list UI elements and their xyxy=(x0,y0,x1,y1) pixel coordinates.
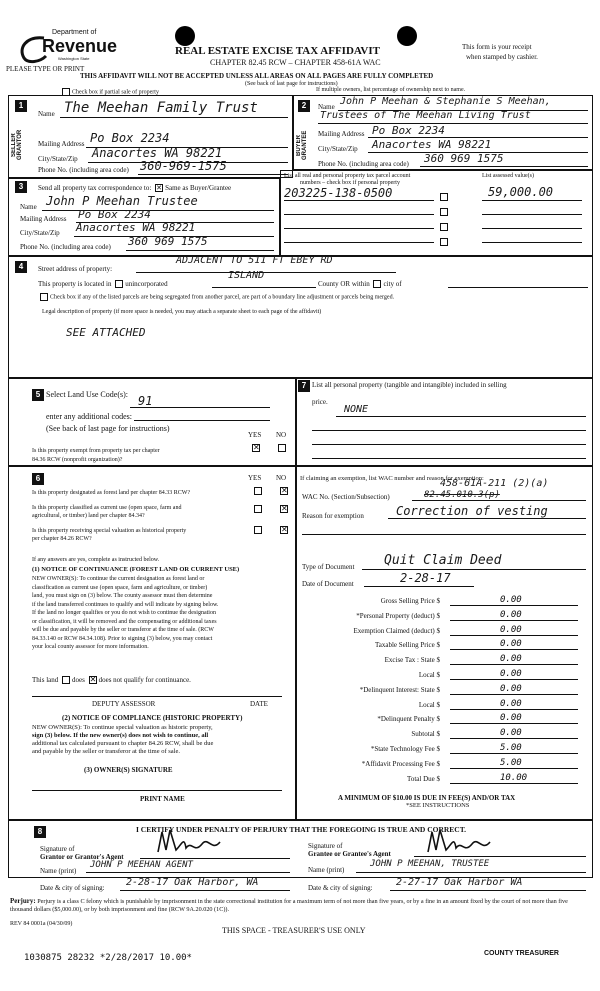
fee-label: Exemption Claimed (deduct) $ xyxy=(353,626,440,635)
perjury-label: Perjury: xyxy=(10,897,36,905)
reason-label: Reason for exemption xyxy=(302,512,364,520)
personal-property-checkbox[interactable] xyxy=(440,238,448,246)
deputy-assessor-label: DEPUTY ASSESSOR xyxy=(92,700,156,708)
forest-no-header: NO xyxy=(276,474,287,482)
fee-line xyxy=(450,620,578,621)
street-section xyxy=(8,256,593,378)
seller-phone-field[interactable]: 360-969-1575 xyxy=(140,159,227,173)
seller-phone-label: Phone No. (including area code) xyxy=(38,166,129,174)
grantor-name-label: Name (print) xyxy=(40,867,77,875)
section-7-number: 7 xyxy=(298,380,310,392)
fee-row xyxy=(300,684,590,696)
minimum-note: A MINIMUM OF $10.00 IS DUE IN FEE(S) AND/OR TAX xyxy=(338,794,516,802)
forest-q3-yes-checkbox[interactable] xyxy=(254,526,262,534)
fee-value-field[interactable]: 0.00 xyxy=(500,595,522,605)
buyer-phone-label: Phone No. (including area code) xyxy=(318,160,409,168)
fee-value-field[interactable]: 5.00 xyxy=(500,743,522,753)
corr-name-label: Name xyxy=(20,203,37,211)
continuance-line: or classification, it will be removed and the compensating or additional taxes xyxy=(32,618,217,625)
fee-row xyxy=(300,669,590,681)
continuance-line: 84.33.140 or RCW 84.34.108). Prior to signing (3) below, you may contact xyxy=(32,635,213,642)
fee-row xyxy=(300,625,590,637)
treasurer-stamp: 1030875 28232 *2/28/2017 10.00* xyxy=(24,953,192,963)
grantor-date-label: Date & city of signing: xyxy=(40,884,105,892)
punch-hole-right xyxy=(397,26,417,46)
fee-line xyxy=(450,664,578,665)
personal-property-label-2: price. xyxy=(312,398,328,406)
grantor-name-field[interactable]: JOHN P MEEHAN AGENT xyxy=(90,860,193,870)
fee-label: *Delinquent Penalty $ xyxy=(377,715,440,724)
compliance-line: additional tax calculated pursuant to chapter 84.26 RCW, shall be due xyxy=(32,740,214,747)
qualify-label: qualify for continuance. xyxy=(123,676,191,684)
grantee-name-label: Name (print) xyxy=(308,866,345,874)
wac-field[interactable]: 458-61A-211 (2)(a) xyxy=(440,478,549,489)
fee-label: Excise Tax : State $ xyxy=(384,656,440,665)
compliance-text xyxy=(32,724,213,756)
fee-value-field[interactable]: 0.00 xyxy=(500,654,522,665)
assessed-value-field[interactable]: 59,000.00 xyxy=(488,185,554,199)
seller-mailing-field[interactable]: Po Box 2234 xyxy=(90,131,170,145)
continuance-line: if the land transferred continues to qualify and will indicate by signing below. xyxy=(32,601,219,608)
grantor-sig-label-1: Signature of xyxy=(40,845,75,853)
please-type: PLEASE TYPE OR PRINT xyxy=(6,65,85,73)
located-row xyxy=(38,280,168,288)
does-label: does xyxy=(72,676,85,684)
fee-line xyxy=(450,649,578,650)
corr-mailing-label: Mailing Address xyxy=(20,215,67,223)
fee-value-field[interactable]: 0.00 xyxy=(500,624,522,635)
treasurer-use: THIS SPACE - TREASURER'S USE ONLY xyxy=(222,926,366,935)
section-8-number: 8 xyxy=(34,826,46,838)
punch-hole-left xyxy=(175,26,195,46)
legal-description-label: Legal description of property (if more space is needed, you may attach a separate sheet to each page of the affidavit) xyxy=(42,309,322,315)
fee-line xyxy=(450,723,578,724)
fee-row xyxy=(300,595,590,607)
forest-q1-yes-checkbox[interactable] xyxy=(254,487,262,495)
doc-type-label: Type of Document xyxy=(302,563,355,571)
grantee-name-field[interactable]: JOHN P MEEHAN, TRUSTEE xyxy=(370,859,490,869)
owner-signature-label: (3) OWNER(S) SIGNATURE xyxy=(84,766,173,774)
exemption-claim-label: If claiming an exemption, list WAC number and reason for exemption: xyxy=(300,475,484,482)
forest-q2b: agricultural, or timber) land per chapter 84.34? xyxy=(32,513,145,519)
buyer-city-field[interactable]: Anacortes WA 98221 xyxy=(372,138,492,151)
reason-field[interactable]: Correction of vesting xyxy=(396,504,548,518)
fee-value-field[interactable]: 0.00 xyxy=(500,698,522,709)
exempt-question-2: 84.36 RCW (nonprofit organization)? xyxy=(32,457,123,463)
continuance-line: NEW OWNER(S): To continue the current designation as forest land or xyxy=(32,576,205,582)
parcel-header-2: numbers – check box if personal property xyxy=(300,180,400,186)
corr-city-label: City/State/Zip xyxy=(20,229,60,237)
fee-line xyxy=(450,635,578,636)
fee-line xyxy=(450,679,578,680)
fee-label: *Personal Property (deduct) $ xyxy=(356,611,440,620)
section-6-number: 6 xyxy=(32,473,44,485)
same-as-buyer-checkbox[interactable]: ✕ xyxy=(156,184,163,193)
compliance-line: NEW OWNER(S): To continue special valuation as historic property, xyxy=(32,724,213,731)
grantee-sig-label-2: Grantee or Grantee's Agent xyxy=(308,850,391,858)
personal-property-section xyxy=(296,378,593,466)
county-treasurer-label: COUNTY TREASURER xyxy=(484,950,559,957)
personal-property-field[interactable]: NONE xyxy=(344,404,369,415)
send-correspondence-label: Send all property tax correspondence to: xyxy=(38,184,152,192)
buyer-name-field-2[interactable]: Trustees of The Meehan Living Trust xyxy=(320,110,531,121)
does-not-label: does not xyxy=(98,676,123,684)
forest-q2-yes-checkbox[interactable] xyxy=(254,505,262,513)
form-chapter: CHAPTER 82.45 RCW – CHAPTER 458-61A WAC xyxy=(210,58,381,67)
fee-row xyxy=(300,758,590,770)
county-field[interactable]: ISLAND xyxy=(228,270,265,281)
segregated-label: Check box if any of the listed parcels are being segregated from another parcel, are part of a boundary line adjustment or parcels being merged. xyxy=(50,294,395,301)
fee-label: Taxable Selling Price $ xyxy=(374,641,440,650)
fee-line xyxy=(450,753,578,754)
grantor-signature-icon xyxy=(148,826,238,856)
seller-side-label: SELLER GRANTOR xyxy=(11,129,23,161)
fee-line xyxy=(450,783,578,784)
fee-line xyxy=(450,768,578,769)
street-address-field[interactable]: ADJACENT TO 511 FT EBEY RD xyxy=(176,255,333,266)
fee-row xyxy=(300,699,590,711)
legal-description-field[interactable]: SEE ATTACHED xyxy=(66,326,146,339)
logo-state: Washington State xyxy=(58,56,90,61)
fee-value-field[interactable]: 0.00 xyxy=(500,728,522,739)
fee-label: Local $ xyxy=(418,700,440,709)
buyer-mailing-label: Mailing Address xyxy=(318,130,365,138)
fee-row xyxy=(300,713,590,725)
buyer-side-label: BUYER GRANTEE xyxy=(296,130,308,160)
corr-name-field[interactable]: John P Meehan Trustee xyxy=(46,194,198,208)
logo-name: Revenue xyxy=(42,36,118,56)
land-use-yes-header: YES xyxy=(248,431,262,439)
street-label: Street address of property: xyxy=(38,265,113,273)
assessor-date-label: DATE xyxy=(250,700,268,708)
seller-city-label: City/State/Zip xyxy=(38,155,78,163)
personal-property-checkbox[interactable] xyxy=(440,193,448,201)
section-5-number: 5 xyxy=(32,389,44,401)
section-2-number: 2 xyxy=(298,100,310,112)
fee-value-field[interactable]: 0.00 xyxy=(500,683,522,694)
stamp-note-1: This form is your receipt xyxy=(462,43,532,51)
corr-city-field[interactable]: Anacortes WA 98221 xyxy=(76,221,196,234)
grantor-sig-label-2: Grantor or Grantor's Agent xyxy=(40,853,124,861)
fee-value-field[interactable]: 0.00 xyxy=(500,669,522,679)
corr-phone-field[interactable]: 360 969 1575 xyxy=(128,235,208,248)
wac-label: WAC No. (Section/Subsection) xyxy=(302,493,390,501)
continuance-title: (1) NOTICE OF CONTINUANCE (FOREST LAND OR CURRENT USE) xyxy=(32,566,240,573)
fee-line xyxy=(450,738,578,739)
continuance-line: If the land no longer qualifies or you do not wish to continue the designation xyxy=(32,610,216,616)
buyer-phone-field[interactable]: 360 969 1575 xyxy=(424,152,504,165)
fee-line xyxy=(450,605,578,606)
parcel-header-1: List all real and personal property tax parcel account xyxy=(284,173,411,179)
qualify-row xyxy=(32,676,191,684)
fee-value-field[interactable]: 5.00 xyxy=(500,757,522,768)
doc-date-label: Date of Document xyxy=(302,580,354,588)
form-warning: THIS AFFIDAVIT WILL NOT BE ACCEPTED UNLESS ALL AREAS ON ALL PAGES ARE FULLY COMPLETED xyxy=(80,72,434,80)
seller-name-label: Name xyxy=(38,110,55,118)
logo-dept: Department of xyxy=(52,29,97,36)
land-use-see-back: (See back of last page for instructions) xyxy=(46,424,170,433)
grantee-signature-icon xyxy=(418,826,508,856)
within-city-checkbox[interactable] xyxy=(373,280,381,288)
stamp-note-2: when stamped by cashier. xyxy=(466,53,538,61)
forest-q3b: per chapter 84.26 RCW? xyxy=(32,536,92,542)
section-3-number: 3 xyxy=(15,181,27,193)
print-name-label: PRINT NAME xyxy=(140,795,185,803)
seller-name-field[interactable]: The Meehan Family Trust xyxy=(64,100,258,116)
fee-label: Subtotal $ xyxy=(411,730,440,739)
wac-struck-field: 82.45.010.3(p) xyxy=(424,490,500,500)
seller-mailing-label: Mailing Address xyxy=(38,140,85,148)
continuance-line: your local county assessor for more information. xyxy=(32,644,149,650)
land-use-label: Select Land Use Code(s): xyxy=(46,390,128,399)
fee-value-field[interactable]: 10.00 xyxy=(500,772,528,783)
continuance-text xyxy=(32,575,292,652)
fee-row xyxy=(300,639,590,651)
continuance-line: will be due and payable by the seller or transferor at the time of sale. (RCW xyxy=(32,627,214,633)
section-1-number: 1 xyxy=(15,100,27,112)
does-not-qualify-checkbox[interactable]: ✕ xyxy=(89,675,97,685)
land-use-code-field[interactable]: 91 xyxy=(138,394,153,408)
fee-row xyxy=(300,743,590,755)
exempt-yes-checkbox[interactable]: ✕ xyxy=(253,443,260,452)
city-of-label: city of xyxy=(383,280,402,288)
does-qualify-checkbox[interactable] xyxy=(62,676,70,684)
unincorporated-label: unincorporated xyxy=(125,280,168,288)
corr-phone-label: Phone No. (including area code) xyxy=(20,243,111,251)
forest-if-yes: If any answers are yes, complete as instructed below. xyxy=(32,557,160,563)
compliance-line: sign (3) below. If the new owner(s) does not wish to continue, all xyxy=(32,732,209,739)
located-label: This property is located in xyxy=(38,280,112,288)
continuance-line: land, you must sign on (3) below. The county assessor must then determine xyxy=(32,593,213,599)
certify-text: I CERTIFY UNDER PENALTY OF PERJURY THAT THE FOREGOING IS TRUE AND CORRECT. xyxy=(136,825,467,834)
fee-value-field[interactable]: 0.00 xyxy=(500,713,522,724)
assessed-header: List assessed value(s) xyxy=(482,173,534,179)
doc-type-field[interactable]: Quit Claim Deed xyxy=(384,553,502,568)
compliance-title: (2) NOTICE OF COMPLIANCE (HISTORIC PROPERTY) xyxy=(62,714,243,722)
perjury-body: Perjury is a class C felony which is punishable by imprisonment in the state correctional institution for a maximum term of not more than five years, or by a fine in an amount fixed by the court of not more than five thousand dollars ($5,000.00), or by both imprisonment and fine (RCW 9A.20.020 (1C)). xyxy=(10,898,568,913)
county-label: County OR within xyxy=(318,280,370,288)
same-as-buyer-label: Same as Buyer/Grantee xyxy=(165,184,232,192)
fee-label: Local $ xyxy=(418,671,440,679)
grantee-date-field[interactable]: 2-27-17 Oak Harbor WA xyxy=(396,877,523,888)
fee-row xyxy=(300,773,590,785)
forest-q3-no-checkbox[interactable]: ✕ xyxy=(281,525,288,534)
fee-row xyxy=(300,728,590,740)
fee-label: *Delinquent Interest: State $ xyxy=(359,685,440,694)
buyer-city-label: City/State/Zip xyxy=(318,145,358,153)
fee-label: *Affidavit Processing Fee $ xyxy=(361,759,440,768)
rev-label: REV 84 0001a (04/30/09) xyxy=(10,921,73,927)
fee-label: *State Technology Fee $ xyxy=(370,745,440,753)
partial-sale-label: Check box if partial sale of property xyxy=(72,89,159,96)
exempt-question-1: Is this property exempt from property tax per chapter xyxy=(32,448,160,454)
see-instructions: *SEE INSTRUCTIONS xyxy=(406,802,470,809)
unincorporated-checkbox[interactable] xyxy=(115,280,123,288)
section-4-number: 4 xyxy=(15,261,27,273)
fee-line xyxy=(450,694,578,695)
segregated-checkbox[interactable] xyxy=(40,293,48,301)
grantee-sig-label-1: Signature of xyxy=(308,842,343,850)
corr-mailing-field[interactable]: Po Box 2234 xyxy=(78,208,151,221)
fee-value-field[interactable]: 0.00 xyxy=(500,639,522,650)
compliance-line: and payable by the seller or transferor at the time of sale. xyxy=(32,748,180,755)
fee-label: Total Due $ xyxy=(407,774,440,783)
doc-date-field[interactable]: 2-28-17 xyxy=(400,571,451,585)
parcel-number-field[interactable]: 203225-138-0500 xyxy=(284,186,393,200)
land-use-no-header: NO xyxy=(276,431,287,439)
forest-q1-no-checkbox[interactable]: ✕ xyxy=(281,486,288,495)
forest-q2a: Is this property classified as current use (open space, farm and xyxy=(32,505,182,511)
dor-logo xyxy=(18,28,118,66)
send-correspondence-row xyxy=(38,184,231,192)
buyer-name-field-1[interactable]: John P Meehan & Stephanie S Meehan, xyxy=(340,96,551,107)
personal-property-label-1: List all personal property (tangible and intangible) included in selling xyxy=(312,381,507,389)
buyer-name-label: Name xyxy=(318,103,335,111)
personal-property-checkbox[interactable] xyxy=(440,223,448,231)
forest-q2-no-checkbox[interactable]: ✕ xyxy=(281,504,288,513)
grantee-date-label: Date & city of signing: xyxy=(308,884,373,892)
segregated-row xyxy=(38,293,394,301)
fee-row xyxy=(300,654,590,666)
additional-codes-label: enter any additional codes: xyxy=(46,412,132,421)
form-title: REAL ESTATE EXCISE TAX AFFIDAVIT xyxy=(175,45,380,57)
forest-yes-header: YES xyxy=(248,474,262,482)
this-land-label: This land xyxy=(32,676,59,684)
personal-property-checkbox[interactable] xyxy=(440,208,448,216)
fee-line xyxy=(450,709,578,710)
multiple-owners-note: If multiple owners, list percentage of ownership next to name. xyxy=(316,87,466,93)
exempt-no-checkbox[interactable] xyxy=(278,444,286,452)
fee-label: Gross Selling Price $ xyxy=(380,597,440,605)
seller-city-field[interactable]: Anacortes WA 98221 xyxy=(92,146,223,160)
county-row xyxy=(318,280,402,288)
fee-row xyxy=(300,610,590,622)
see-back-header: (See back of last page for instructions) xyxy=(245,81,338,87)
forest-q3a: Is this property receiving special valuation as historical property xyxy=(32,528,187,534)
continuance-line: classification as current use (open space, farm and agriculture, or timber) xyxy=(32,584,208,591)
forest-q1: Is this property designated as forest land per chapter 84.33 RCW? xyxy=(32,490,191,496)
perjury-text xyxy=(10,897,590,914)
fee-value-field[interactable]: 0.00 xyxy=(500,609,522,620)
buyer-mailing-field[interactable]: Po Box 2234 xyxy=(372,124,445,137)
grantor-date-field[interactable]: 2-28-17 Oak Harbor, WA xyxy=(126,877,259,888)
